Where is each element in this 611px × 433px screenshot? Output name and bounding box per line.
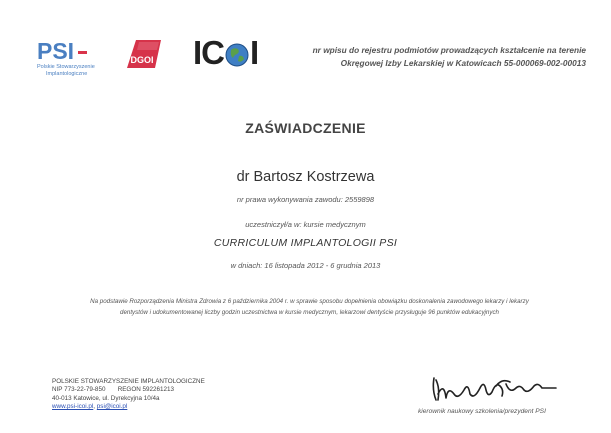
psi-logo-subtitle	[37, 64, 117, 77]
footer-org: POLSKIE STOWARZYSZENIE IMPLANTOLOGICZNE	[52, 378, 205, 385]
icoi-logo-word-left: IC	[193, 34, 224, 71]
icoi-logo	[193, 35, 261, 71]
certificate-title: ZAŚWIADCZENIE	[245, 120, 366, 136]
participation-type: kursie medycznym	[303, 220, 366, 229]
email-link[interactable]: psi@icoi.pl	[96, 402, 128, 410]
icoi-logo-word-right: I	[250, 34, 259, 71]
psi-logo-word: PSI	[37, 38, 75, 64]
legal-note-line1: Na podstawie Rozporządzenia Ministra Zdrowia z 6 października 2004 r. w sprawie sposobu dopełnienia obowiązku doskonalenia zawodowego lekarzy i lekarzy	[90, 298, 529, 305]
dgoi-logo-word: DGOI	[130, 55, 154, 65]
footer-separator: ,	[93, 402, 97, 410]
globe-icon	[225, 38, 249, 62]
psi-logo-dash	[78, 51, 87, 54]
participation-prefix: uczestniczył/a w:	[245, 220, 304, 229]
signature-caption: kierownik naukowy szkolenia/prezydent PSI	[418, 408, 546, 415]
footer-address: 40-013 Katowice, ul. Dyrekcyjna 10/4a	[52, 394, 160, 402]
registration-line-2: Okręgowej Izby Lekarskiej w Katowicach 55-000069-002-00013	[340, 58, 586, 68]
registration-line-1: nr wpisu do rejestru podmiotów prowadzących kształcenie na terenie	[312, 45, 586, 55]
legal-note	[52, 296, 567, 318]
footer-contact	[52, 378, 205, 411]
dgoi-logo	[127, 40, 161, 68]
course-title: CURRICULUM IMPLANTOLOGII PSI	[213, 237, 398, 249]
handwritten-signature	[430, 372, 560, 404]
course-dates: w dniach: 16 listopada 2012 - 6 grudnia 2013	[230, 261, 381, 270]
license-number: nr prawa wykonywania zawodu: 2559898	[236, 195, 375, 204]
participation-line	[0, 220, 611, 229]
website-link[interactable]: www.psi-icoi.pl	[52, 402, 94, 410]
psi-logo-subtitle-line2: Implantologiczne	[46, 70, 88, 77]
footer-nip-regon: NIP 773-22-79-850 REGON 592261213	[52, 386, 175, 394]
psi-logo-subtitle-line1: Polskie Stowarzyszenie	[37, 64, 95, 70]
psi-logo	[37, 40, 117, 86]
legal-note-line2: dentystów i udokumentowanej liczby godzin uczestnictwa w kursie medycznym, lekarzowi dentyście przysługuje 96 punktów edukacyjnych	[120, 309, 499, 316]
recipient-name: dr Bartosz Kostrzewa	[236, 169, 375, 185]
